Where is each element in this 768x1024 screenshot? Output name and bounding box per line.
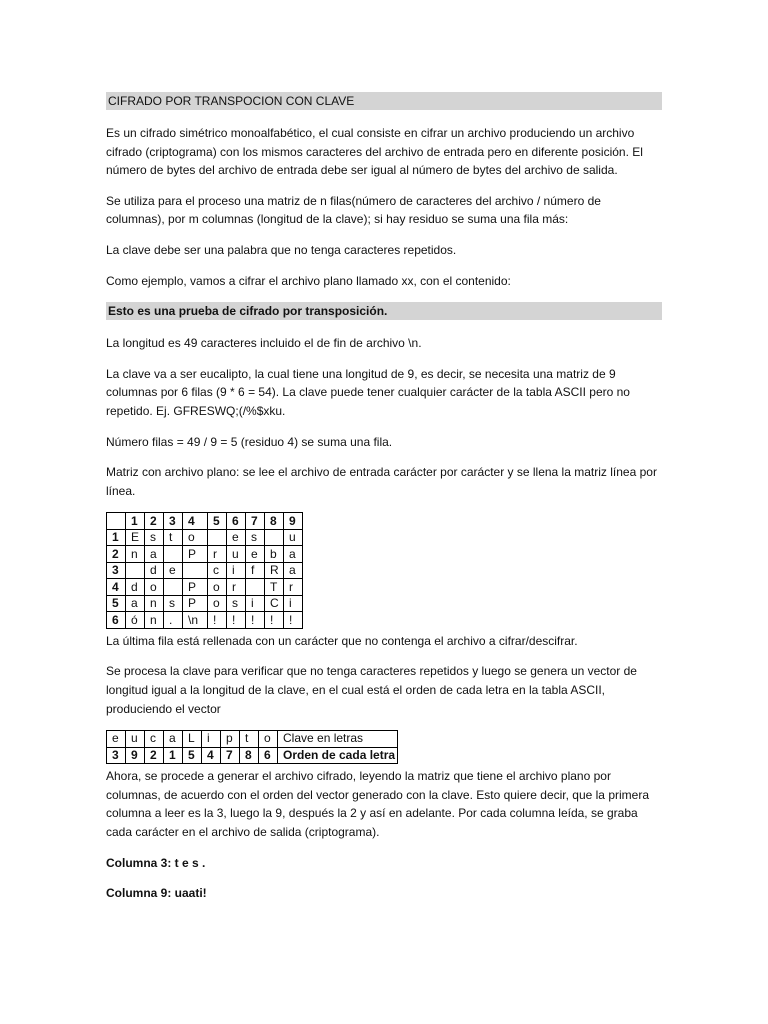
matrix-cell: n xyxy=(126,546,145,563)
matrix-cell: d xyxy=(126,579,145,596)
paragraph-example-intro: Como ejemplo, vamos a cifrar el archivo plano llamado xx, con el contenido: xyxy=(106,273,511,288)
matrix-cell: i xyxy=(246,595,265,612)
matrix-row xyxy=(107,546,303,563)
matrix-cell: a xyxy=(126,595,145,612)
matrix-row-number: 4 xyxy=(107,579,126,596)
matrix-cell: s xyxy=(145,529,164,546)
matrix-header-cell: 6 xyxy=(227,513,246,530)
matrix-cell xyxy=(208,529,227,546)
matrix-cell: t xyxy=(164,529,183,546)
matrix-row xyxy=(107,529,303,546)
matrix-cell: o xyxy=(145,579,164,596)
key-letter-cell: L xyxy=(183,731,202,748)
key-order-cell: 6 xyxy=(259,747,278,764)
matrix-cell: ! xyxy=(208,612,227,629)
matrix-cell xyxy=(164,579,183,596)
paragraph-key-rule: La clave debe ser una palabra que no tenga caracteres repetidos. xyxy=(106,242,457,257)
matrix-cell: n xyxy=(145,595,164,612)
matrix-cell: n xyxy=(145,612,164,629)
key-order-row xyxy=(107,747,398,764)
key-letter-cell: e xyxy=(107,731,126,748)
page-title: CIFRADO POR TRANSPOCION CON CLAVE xyxy=(106,92,662,110)
key-letter-cell: o xyxy=(259,731,278,748)
paragraph-cipher-generation: Ahora, se procede a generar el archivo cifrado, leyendo la matriz que tiene el archivo plano por columnas, de acuerdo con el orden del vector generado con la clave. Esto quiere decir, que la primera columna a leer es la 3, luego la 9, después la 2 y así en adelante. Por cada columna leída, se graba cada carácter en el archivo de salida (criptograma). xyxy=(106,769,649,839)
matrix-cell: R xyxy=(265,562,284,579)
key-letter-cell: u xyxy=(126,731,145,748)
matrix-row-number: 1 xyxy=(107,529,126,546)
key-letters-row xyxy=(107,731,398,748)
key-order-table xyxy=(106,730,398,764)
matrix-row-number: 5 xyxy=(107,595,126,612)
matrix-cell: e xyxy=(164,562,183,579)
matrix-header-cell: 3 xyxy=(164,513,183,530)
matrix-cell: r xyxy=(208,546,227,563)
matrix-cell: o xyxy=(183,529,208,546)
matrix-cell: i xyxy=(284,595,303,612)
matrix-cell: . xyxy=(164,612,183,629)
matrix-row xyxy=(107,612,303,629)
key-order-cell: 1 xyxy=(164,747,183,764)
key-order-cell: 2 xyxy=(145,747,164,764)
matrix-cell: e xyxy=(227,529,246,546)
matrix-row-number: 2 xyxy=(107,546,126,563)
matrix-cell: u xyxy=(284,529,303,546)
paragraph-key-processing: Se procesa la clave para verificar que no tenga caracteres repetidos y luego se genera un vector de longitud igual a la longitud de la clave, en el cual está el orden de cada letra en la tabla ASCII, produciendo el vector xyxy=(106,664,637,716)
matrix-cell: T xyxy=(265,579,284,596)
matrix-cell: r xyxy=(227,579,246,596)
matrix-row-number: 3 xyxy=(107,562,126,579)
matrix-cell: ! xyxy=(246,612,265,629)
matrix-cell: ó xyxy=(126,612,145,629)
matrix-cell: s xyxy=(164,595,183,612)
key-letter-cell: i xyxy=(202,731,221,748)
key-order-cell: 7 xyxy=(221,747,240,764)
matrix-cell: c xyxy=(208,562,227,579)
key-order-label: Orden de cada letra xyxy=(278,747,398,764)
matrix-cell: ! xyxy=(284,612,303,629)
matrix-header-row xyxy=(107,513,303,530)
matrix-cell: a xyxy=(284,546,303,563)
matrix-cell: e xyxy=(246,546,265,563)
matrix-cell: C xyxy=(265,595,284,612)
matrix-header-cell: 7 xyxy=(246,513,265,530)
key-letters-label: Clave en letras xyxy=(278,731,398,748)
document-content xyxy=(106,92,662,915)
matrix-cell: P xyxy=(183,579,208,596)
paragraph-definition: Es un cifrado simétrico monoalfabético, el cual consiste en cifrar un archivo produciendo un archivo cifrado (criptograma) con los mismos caracteres del archivo de entrada pero en diferente posición. El número de bytes del archivo de entrada debe ser igual al número de bytes del archivo de salida. xyxy=(106,126,643,178)
matrix-header-cell: 4 xyxy=(183,513,208,530)
paragraph-key-example: La clave va a ser eucalipto, la cual tiene una longitud de 9, es decir, se necesita una matriz de 9 columnas por 6 filas (9 * 6 = 54). La clave puede tener cualquier carácter de la tabla ASCII pero no repetido. Ej. GFRESWQ;(/%$xku. xyxy=(106,366,630,418)
matrix-header-cell: 5 xyxy=(208,513,227,530)
matrix-header-cell: 1 xyxy=(126,513,145,530)
key-order-cell: 9 xyxy=(126,747,145,764)
key-letter-cell: t xyxy=(240,731,259,748)
matrix-row xyxy=(107,579,303,596)
matrix-header-cell: 8 xyxy=(265,513,284,530)
paragraph-matrix-description: Se utiliza para el proceso una matriz de n filas(número de caracteres del archivo / número de columnas), por m columnas (longitud de la clave); si hay residuo se suma una fila más: xyxy=(106,193,601,227)
column-3-output: Columna 3: t e s . xyxy=(106,855,206,870)
matrix-cell: E xyxy=(126,529,145,546)
matrix-cell xyxy=(246,579,265,596)
matrix-row-number: 6 xyxy=(107,612,126,629)
matrix-cell: a xyxy=(284,562,303,579)
plain-text-matrix xyxy=(106,512,303,629)
matrix-cell: o xyxy=(208,595,227,612)
paragraph-last-row-fill: La última fila está rellenada con un carácter que no contenga el archivo a cifrar/descifrar. xyxy=(106,633,578,648)
key-order-cell: 4 xyxy=(202,747,221,764)
matrix-cell: a xyxy=(145,546,164,563)
matrix-header-cell xyxy=(107,513,126,530)
column-9-output: Columna 9: uaati! xyxy=(106,886,207,901)
matrix-cell: P xyxy=(183,546,208,563)
key-order-cell: 5 xyxy=(183,747,202,764)
matrix-cell: i xyxy=(227,562,246,579)
key-order-cell: 3 xyxy=(107,747,126,764)
matrix-cell: \n xyxy=(183,612,208,629)
matrix-header-cell: 9 xyxy=(284,513,303,530)
matrix-cell xyxy=(126,562,145,579)
key-letter-cell: p xyxy=(221,731,240,748)
matrix-cell xyxy=(164,546,183,563)
matrix-row xyxy=(107,595,303,612)
example-text-highlight: Esto es una prueba de cifrado por transposición. xyxy=(106,302,662,320)
matrix-cell: u xyxy=(227,546,246,563)
matrix-header-cell: 2 xyxy=(145,513,164,530)
matrix-cell xyxy=(265,529,284,546)
matrix-cell: o xyxy=(208,579,227,596)
matrix-row xyxy=(107,562,303,579)
matrix-cell: ! xyxy=(265,612,284,629)
paragraph-row-count: Número filas = 49 / 9 = 5 (residuo 4) se suma una fila. xyxy=(106,434,393,449)
paragraph-matrix-fill: Matriz con archivo plano: se lee el archivo de entrada carácter por carácter y se llena la matriz línea por línea. xyxy=(106,465,657,498)
paragraph-length: La longitud es 49 caracteres incluido el de fin de archivo \n. xyxy=(106,336,422,351)
matrix-cell: s xyxy=(227,595,246,612)
matrix-cell: ! xyxy=(227,612,246,629)
matrix-cell: r xyxy=(284,579,303,596)
key-letter-cell: a xyxy=(164,731,183,748)
matrix-cell: b xyxy=(265,546,284,563)
matrix-cell: P xyxy=(183,595,208,612)
matrix-cell: s xyxy=(246,529,265,546)
matrix-cell: d xyxy=(145,562,164,579)
matrix-cell: f xyxy=(246,562,265,579)
key-letter-cell: c xyxy=(145,731,164,748)
matrix-cell xyxy=(183,562,208,579)
key-order-cell: 8 xyxy=(240,747,259,764)
